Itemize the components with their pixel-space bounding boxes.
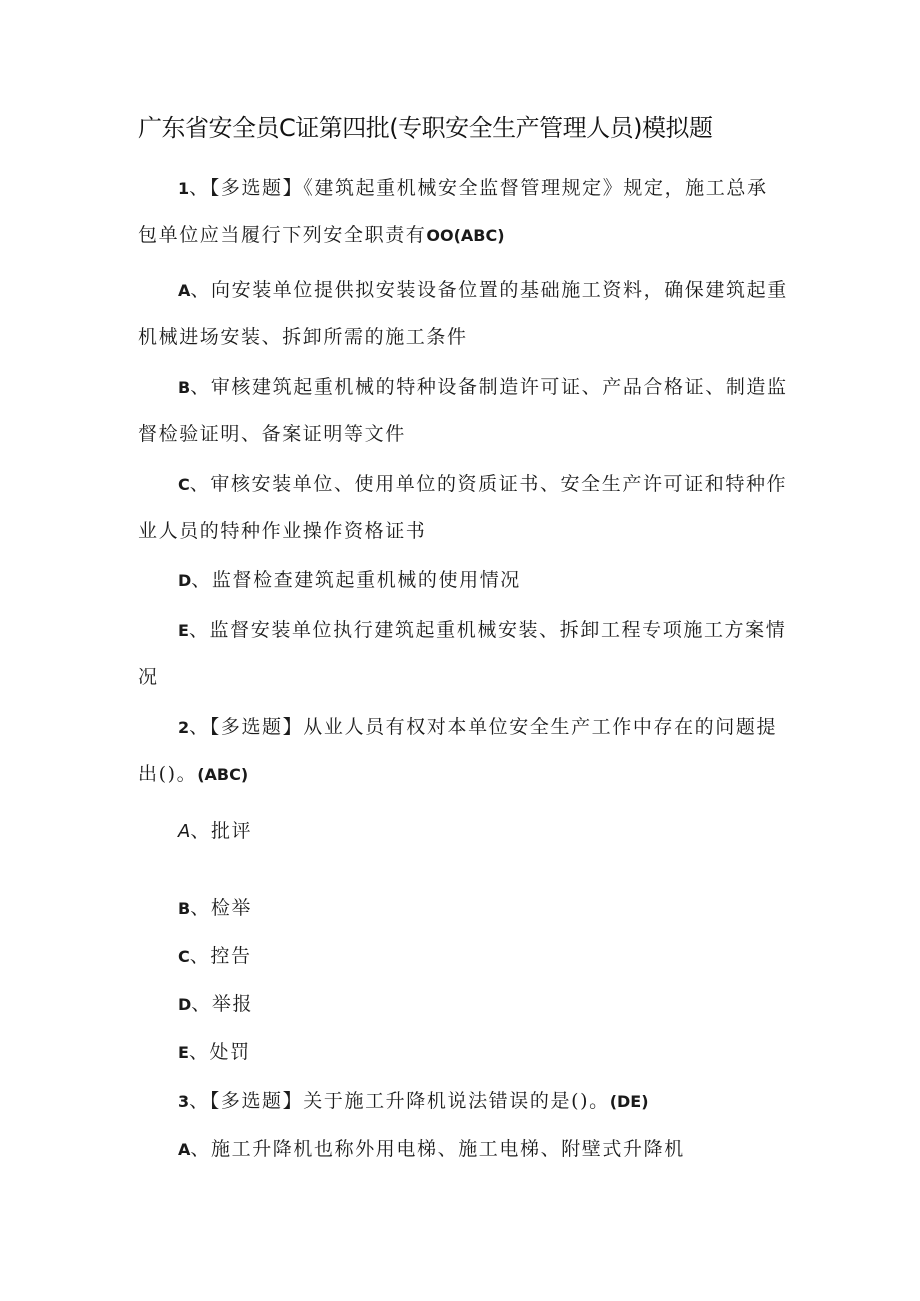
option-separator: 、	[190, 820, 211, 842]
question-type: 【多选题】	[209, 1090, 304, 1112]
option-text: 批评	[210, 820, 253, 842]
question-2-option-e	[138, 1029, 788, 1076]
option-separator: 、	[189, 945, 211, 967]
option-letter: E	[178, 621, 189, 640]
question-2-option-d	[138, 981, 788, 1028]
question-text: 关于施工升降机说法错误的是()。	[303, 1090, 610, 1112]
question-1-option-b	[138, 364, 788, 458]
option-text: 审核安装单位、使用单位的资质证书、安全生产许可证和特种作业人员的特种作业操作资格证书	[138, 473, 788, 542]
option-separator: 、	[188, 1041, 210, 1063]
option-separator: 、	[191, 993, 212, 1015]
question-number: 2	[178, 718, 190, 737]
option-text: 举报	[211, 993, 254, 1015]
option-letter: B	[178, 899, 191, 918]
question-3-option-a	[138, 1126, 788, 1173]
option-text: 施工升降机也称外用电梯、施工电梯、附壁式升降机	[211, 1138, 685, 1160]
question-answer: (ABC)	[197, 765, 249, 784]
option-separator: 、	[190, 376, 211, 398]
option-text: 检举	[210, 897, 253, 919]
question-1	[138, 165, 788, 259]
option-text: 审核建筑起重机械的特种设备制造许可证、产品合格证、制造监督检验证明、备案证明等文件	[138, 376, 788, 445]
option-letter: C	[178, 947, 190, 966]
option-letter: E	[178, 1043, 189, 1062]
question-text: 从业人员有权对本单位安全生产工作中存在的问题提出()。	[138, 716, 778, 785]
option-letter: A	[178, 821, 191, 842]
question-1-option-a	[138, 267, 788, 361]
option-text: 控告	[210, 945, 252, 967]
option-separator: 、	[191, 569, 212, 591]
question-2-option-a	[138, 808, 788, 855]
option-separator: 、	[190, 279, 211, 301]
question-separator: 、	[189, 177, 210, 199]
option-separator: 、	[188, 619, 210, 641]
question-1-option-c	[138, 461, 788, 555]
option-letter: C	[178, 475, 190, 494]
option-separator: 、	[190, 1138, 211, 1160]
question-1-option-e	[138, 607, 788, 701]
option-letter: A	[178, 1140, 191, 1159]
question-2	[138, 704, 788, 798]
option-text: 监督检查建筑起重机械的使用情况	[211, 569, 521, 591]
option-letter: D	[178, 995, 192, 1014]
option-letter: D	[178, 571, 192, 590]
question-2-option-b	[138, 885, 788, 932]
question-type: 【多选题】	[209, 177, 304, 199]
question-1-option-d	[138, 557, 788, 604]
question-separator: 、	[189, 1090, 210, 1112]
option-separator: 、	[190, 897, 211, 919]
question-text: 《建筑起重机械安全监督管理规定》规定，施工总承包单位应当履行下列安全职责有	[138, 177, 768, 246]
question-3	[138, 1078, 788, 1125]
option-separator: 、	[189, 473, 211, 495]
question-number: 1	[178, 179, 190, 198]
option-letter: B	[178, 378, 191, 397]
option-text: 处罚	[209, 1041, 251, 1063]
document-title: 广东省安全员C证第四批(专职安全生产管理人员)模拟题	[138, 114, 713, 142]
question-separator: 、	[189, 716, 210, 738]
option-letter: A	[178, 281, 191, 300]
option-text: 向安装单位提供拟安装设备位置的基础施工资料，确保建筑起重机械进场安装、拆卸所需的施工条件	[138, 279, 788, 348]
question-type: 【多选题】	[209, 716, 304, 738]
question-number: 3	[178, 1092, 190, 1111]
question-answer: (DE)	[609, 1092, 649, 1111]
question-answer: OO(ABC)	[426, 226, 505, 245]
question-2-option-c	[138, 933, 788, 980]
option-text: 监督安装单位执行建筑起重机械安装、拆卸工程专项施工方案情况	[138, 619, 787, 688]
